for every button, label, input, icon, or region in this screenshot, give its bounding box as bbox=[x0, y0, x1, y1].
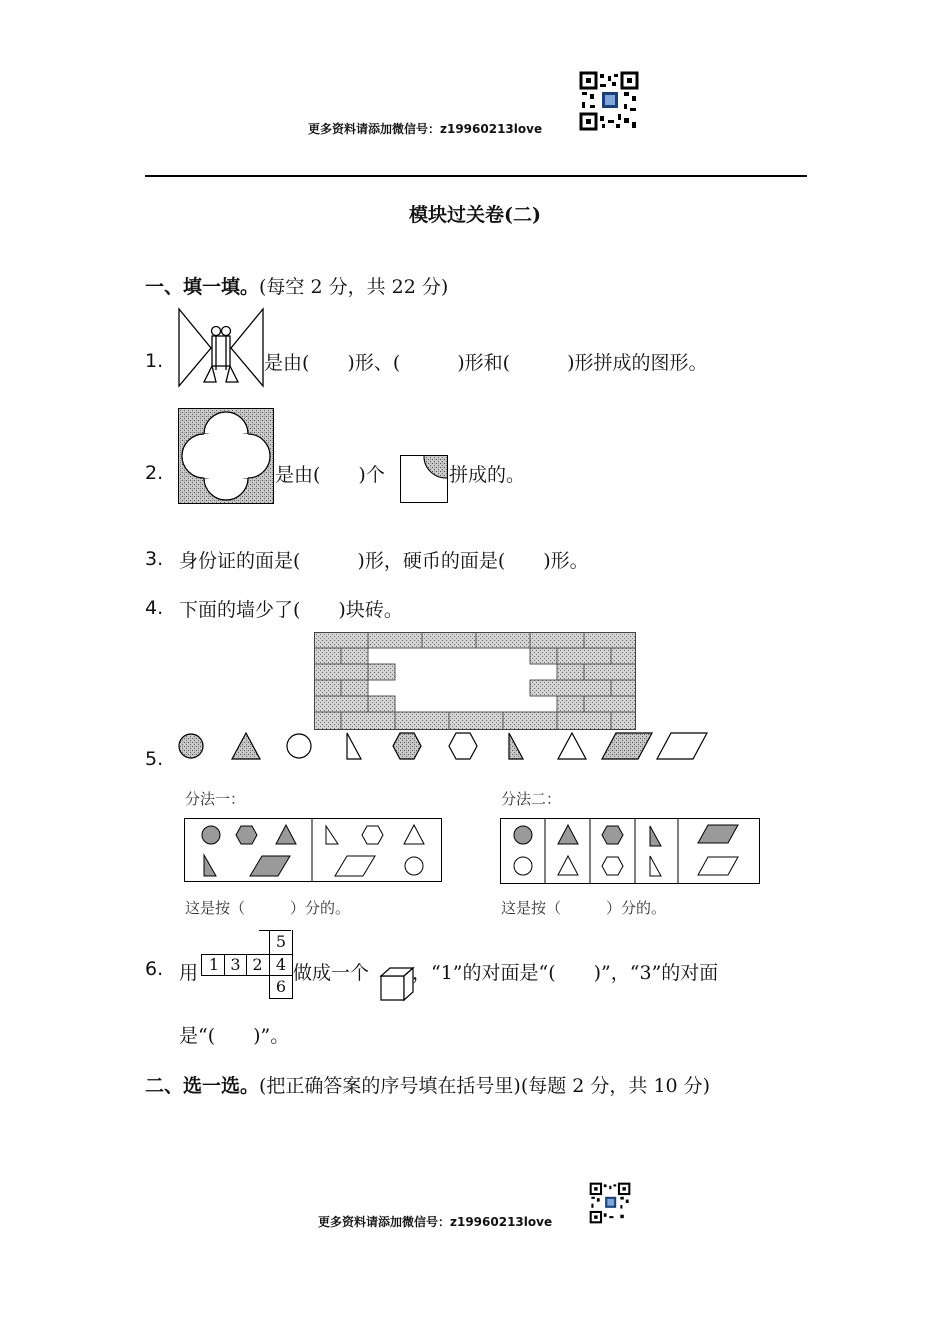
white-triangle-icon bbox=[558, 733, 586, 759]
footer-promo: 更多资料请添加微信号：z19960213love bbox=[318, 1215, 553, 1229]
white-right-triangle-icon bbox=[347, 733, 361, 759]
q2-text-b: 拼成的。 bbox=[449, 464, 526, 486]
section1-heading bbox=[145, 272, 448, 299]
gray-parallelogram-icon bbox=[602, 733, 652, 759]
q6-text-d: 是“( )”。 bbox=[179, 1025, 290, 1047]
gray-circle-icon bbox=[179, 734, 203, 758]
net-face-3: 3 bbox=[230, 955, 241, 974]
net-face-6: 6 bbox=[275, 977, 287, 996]
q3-text: 身份证的面是( )形，硬币的面是( )形。 bbox=[179, 550, 589, 572]
white-hexagon-icon bbox=[449, 733, 477, 759]
net-face-1: 1 bbox=[208, 955, 220, 974]
section1-score: (每空 2 分，共 22 分) bbox=[259, 276, 449, 298]
q2-number: 2. bbox=[145, 462, 164, 484]
q5-number: 5. bbox=[145, 748, 164, 770]
net-face-2: 2 bbox=[252, 955, 263, 974]
section1-heading-text: 一、填一填。 bbox=[145, 276, 260, 298]
gray-triangle-icon bbox=[232, 733, 260, 759]
page-title: 模块过关卷(二) bbox=[409, 204, 541, 226]
cube-net bbox=[201, 930, 293, 1000]
quarter-piece-icon bbox=[400, 455, 448, 503]
white-circle-icon bbox=[287, 734, 311, 758]
q6-text-b: 做成一个 bbox=[293, 962, 370, 984]
method2-caption: 这是按（ ）分的。 bbox=[501, 899, 667, 917]
q6-number: 6. bbox=[145, 958, 164, 980]
q4-text: 下面的墙少了( )块砖。 bbox=[179, 599, 403, 621]
footer-qr-code-icon bbox=[590, 1183, 630, 1223]
q6-text-a: 用 bbox=[179, 962, 199, 984]
qr-code-icon bbox=[580, 72, 638, 130]
section2-heading-text: 二、选一选。 bbox=[145, 1075, 260, 1097]
header-rule bbox=[145, 175, 807, 177]
method1-caption: 这是按（ ）分的。 bbox=[185, 899, 351, 917]
gray-hexagon-icon bbox=[393, 733, 421, 759]
header-promo: 更多资料请添加微信号：z19960213love bbox=[308, 122, 543, 136]
section2-rest: (把正确答案的序号填在括号里)(每题 2 分，共 10 分) bbox=[259, 1075, 711, 1097]
butterfly-figure-icon bbox=[178, 308, 264, 388]
method2-table bbox=[500, 818, 760, 884]
q2-text-a: 是由( )个 bbox=[275, 464, 385, 486]
cube-icon bbox=[380, 966, 414, 1002]
white-parallelogram-icon bbox=[657, 733, 707, 759]
net-face-4: 4 bbox=[275, 955, 287, 974]
gray-right-triangle-icon bbox=[509, 733, 523, 759]
method1-table bbox=[184, 818, 442, 882]
q1-number: 1. bbox=[145, 350, 164, 372]
method2-label: 分法二： bbox=[501, 790, 562, 808]
method1-label: 分法一： bbox=[185, 790, 246, 808]
q1-text: 是由( )形、( )形和( )形拼成的图形。 bbox=[264, 352, 708, 374]
q6-text-c: ，“1”的对面是“( )”，“3”的对面 bbox=[412, 962, 719, 984]
section2-heading bbox=[145, 1071, 710, 1098]
q4-number: 4. bbox=[145, 597, 164, 619]
shapes-row bbox=[176, 730, 716, 764]
net-face-5: 5 bbox=[275, 932, 287, 951]
quatrefoil-figure-icon bbox=[178, 408, 274, 504]
brick-wall-figure bbox=[314, 632, 636, 730]
q3-number: 3. bbox=[145, 548, 164, 570]
